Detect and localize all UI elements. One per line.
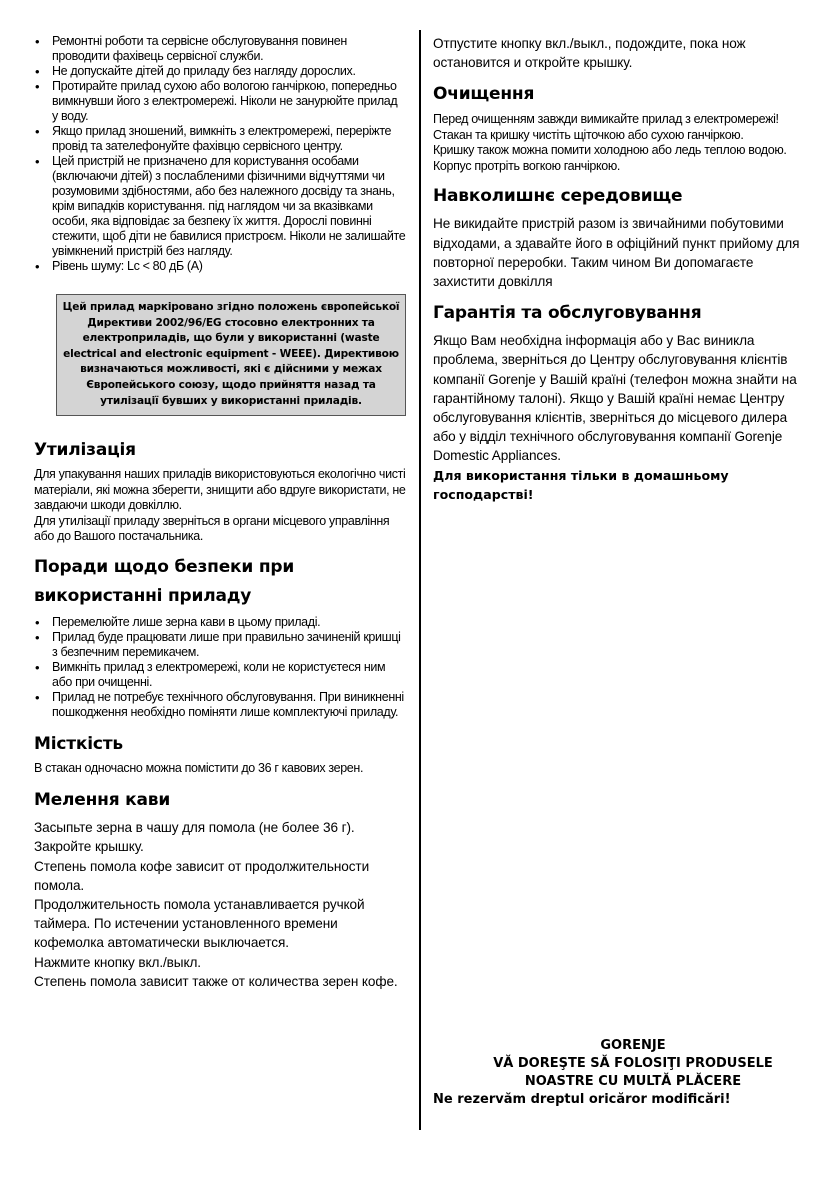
list-item: • Вимкніть прилад з електромережі, коли не користуєтеся ним або при очищенні.: [34, 660, 406, 690]
list-item: • Перемелюйте лише зерна кави в цьому приладі.: [34, 615, 406, 630]
disposal-heading: Утилізація: [34, 440, 136, 461]
cleaning-heading: Очищення: [433, 84, 535, 105]
closing-line-2: VĂ DOREŞTE SĂ FOLOSIŢI PRODUSELE: [493, 1056, 773, 1071]
safety-bullets-top: [34, 34, 406, 274]
warranty-text: Якщо Вам необхідна інформація або у Вас виникла проблема, зверніться до Центру обслуговування клієнтів компанії Gorenje у Вашій країні (телефон можна знайти на гарантійному талоні). Якщо у Вашій країні немає Центру обслуговування клієнтів, зверніться до місцевого дилера або у відділ технічного обслуговування компанії Gorenje Domestic Appliances.: [433, 333, 797, 464]
list-item: • Не допускайте дітей до приладу без нагляду дорослих.: [34, 64, 406, 79]
safety-heading-line1: Поради щодо безпеки при: [34, 556, 295, 577]
environment-heading: Навколишнє середовище: [433, 186, 683, 207]
left-column: [34, 34, 406, 991]
grinding-text-1: Засыпьте зерна в чашу для помола (не более 36 г). Закройте крышку.: [34, 820, 355, 855]
household-use-note: Для використання тільки в домашньому господарстві!: [433, 467, 729, 502]
closing-line-3: NOASTRE CU MULTĂ PLĂCERE: [524, 1074, 742, 1089]
warranty-heading: Гарантія та обслуговування: [433, 303, 702, 324]
environment-text: Не викидайте пристрій разом із звичайними побутовими відходами, а здавайте його в офіційний пункт прийому для повторної переробки. Таким чином Ви допомагаєте захистити довкілля: [433, 216, 800, 290]
list-item: • Протирайте прилад сухою або вологою ганчіркою, попередньо вимкнувши його з електромережі. Ніколи не занурюйте прилад у воду.: [34, 79, 406, 124]
list-item: • Ремонтні роботи та сервісне обслуговування повинен проводити фахівець сервісної служби.: [34, 34, 406, 64]
usage-safety-list: [34, 615, 406, 720]
list-item: • Якщо прилад зношений, вимкніть з електромережі, переріжте провід та зателефонуйте фахівцю сервісного центру.: [34, 124, 406, 154]
grinding-text-5: Степень помола зависит также от количества зерен кофе.: [34, 973, 398, 989]
cleaning-text-3: Кришку також можна помити холодною або ледь теплою водою.: [433, 143, 787, 158]
list-item: • Прилад не потребує технічного обслуговування. При виникненні пошкодження необхідно поміняти лише комплектуючі приладу.: [34, 690, 406, 720]
list-item: • Рівень шуму: Lc < 80 дБ (A): [34, 259, 406, 274]
grinding-heading: Мелення кави: [34, 790, 171, 811]
closing-message: [433, 1037, 809, 1109]
capacity-heading: Місткість: [34, 733, 123, 754]
list-item: • Прилад буде працювати лише при правильно зачиненій кришці з безпечним перемикачем.: [34, 630, 406, 660]
grinding-text-3: Продолжительность помола устанавливается ручкой таймера. По истечении установленного времени кофемолка автоматически выключается.: [34, 896, 365, 951]
disposal-text-2: Для утилізації приладу зверніться в органи місцевого управління або до Вашого постачальника.: [34, 513, 390, 544]
rights-reserved-note: Ne rezervăm dreptul oricăror modificări!: [433, 1092, 731, 1107]
list-item: • Цей пристрій не призначено для користування особами (включаючи дітей) з послабленими фізичними відчуттями чи розумовими здібностями, або без належного досвіду та знань, крім випадків користування. під наглядом чи за вказівками особи, яка відповідає за безпеку їх життя. Дорослі повинні стежити, щоб діти не бавилися пристроєм. Ніколи не залишайте увімкнений пристрій без нагляду.: [34, 154, 406, 259]
grinding-continued-text: Отпустите кнопку вкл./выкл., подождите, пока нож остановится и откройте крышку.: [433, 36, 746, 71]
grinding-text-4: Нажмите кнопку вкл./выкл.: [34, 954, 201, 970]
safety-heading-line2: використанні приладу: [34, 585, 252, 606]
brand-name: GORENJE: [600, 1038, 666, 1053]
cleaning-text-2: Стакан та кришку чистіть щіточкою або сухою ганчіркою.: [433, 127, 744, 142]
capacity-text: В стакан одночасно можна помістити до 36 г кавових зерен.: [34, 760, 364, 775]
column-divider: [419, 30, 421, 1130]
cleaning-text-1: Перед очищенням завжди вимикайте прилад з електромережі!: [433, 112, 779, 127]
grinding-text-2: Степень помола кофе зависит от продолжительности помола.: [34, 858, 370, 893]
right-column: [433, 34, 809, 504]
cleaning-text-4: Корпус протріть вогкою ганчіркою.: [433, 158, 621, 173]
disposal-text: Для упакування наших приладів використовуються екологічно чисті матеріали, які можна зберегти, знищити або вдруге використати, не завдаючи шкоди довкіллю.: [34, 467, 406, 513]
weee-notice-box: Цей прилад маркіровано згідно положень європейської Директиви 2002/96/EG стосовно електронних та електроприладів, що були у використанні (waste electrical and electronic equipment - WEEE). Директивою визначаються можливості, які є дійсними у межах Європейського союзу, щодо прийняття назад та утилізації бувших у використанні приладів.: [56, 294, 406, 416]
